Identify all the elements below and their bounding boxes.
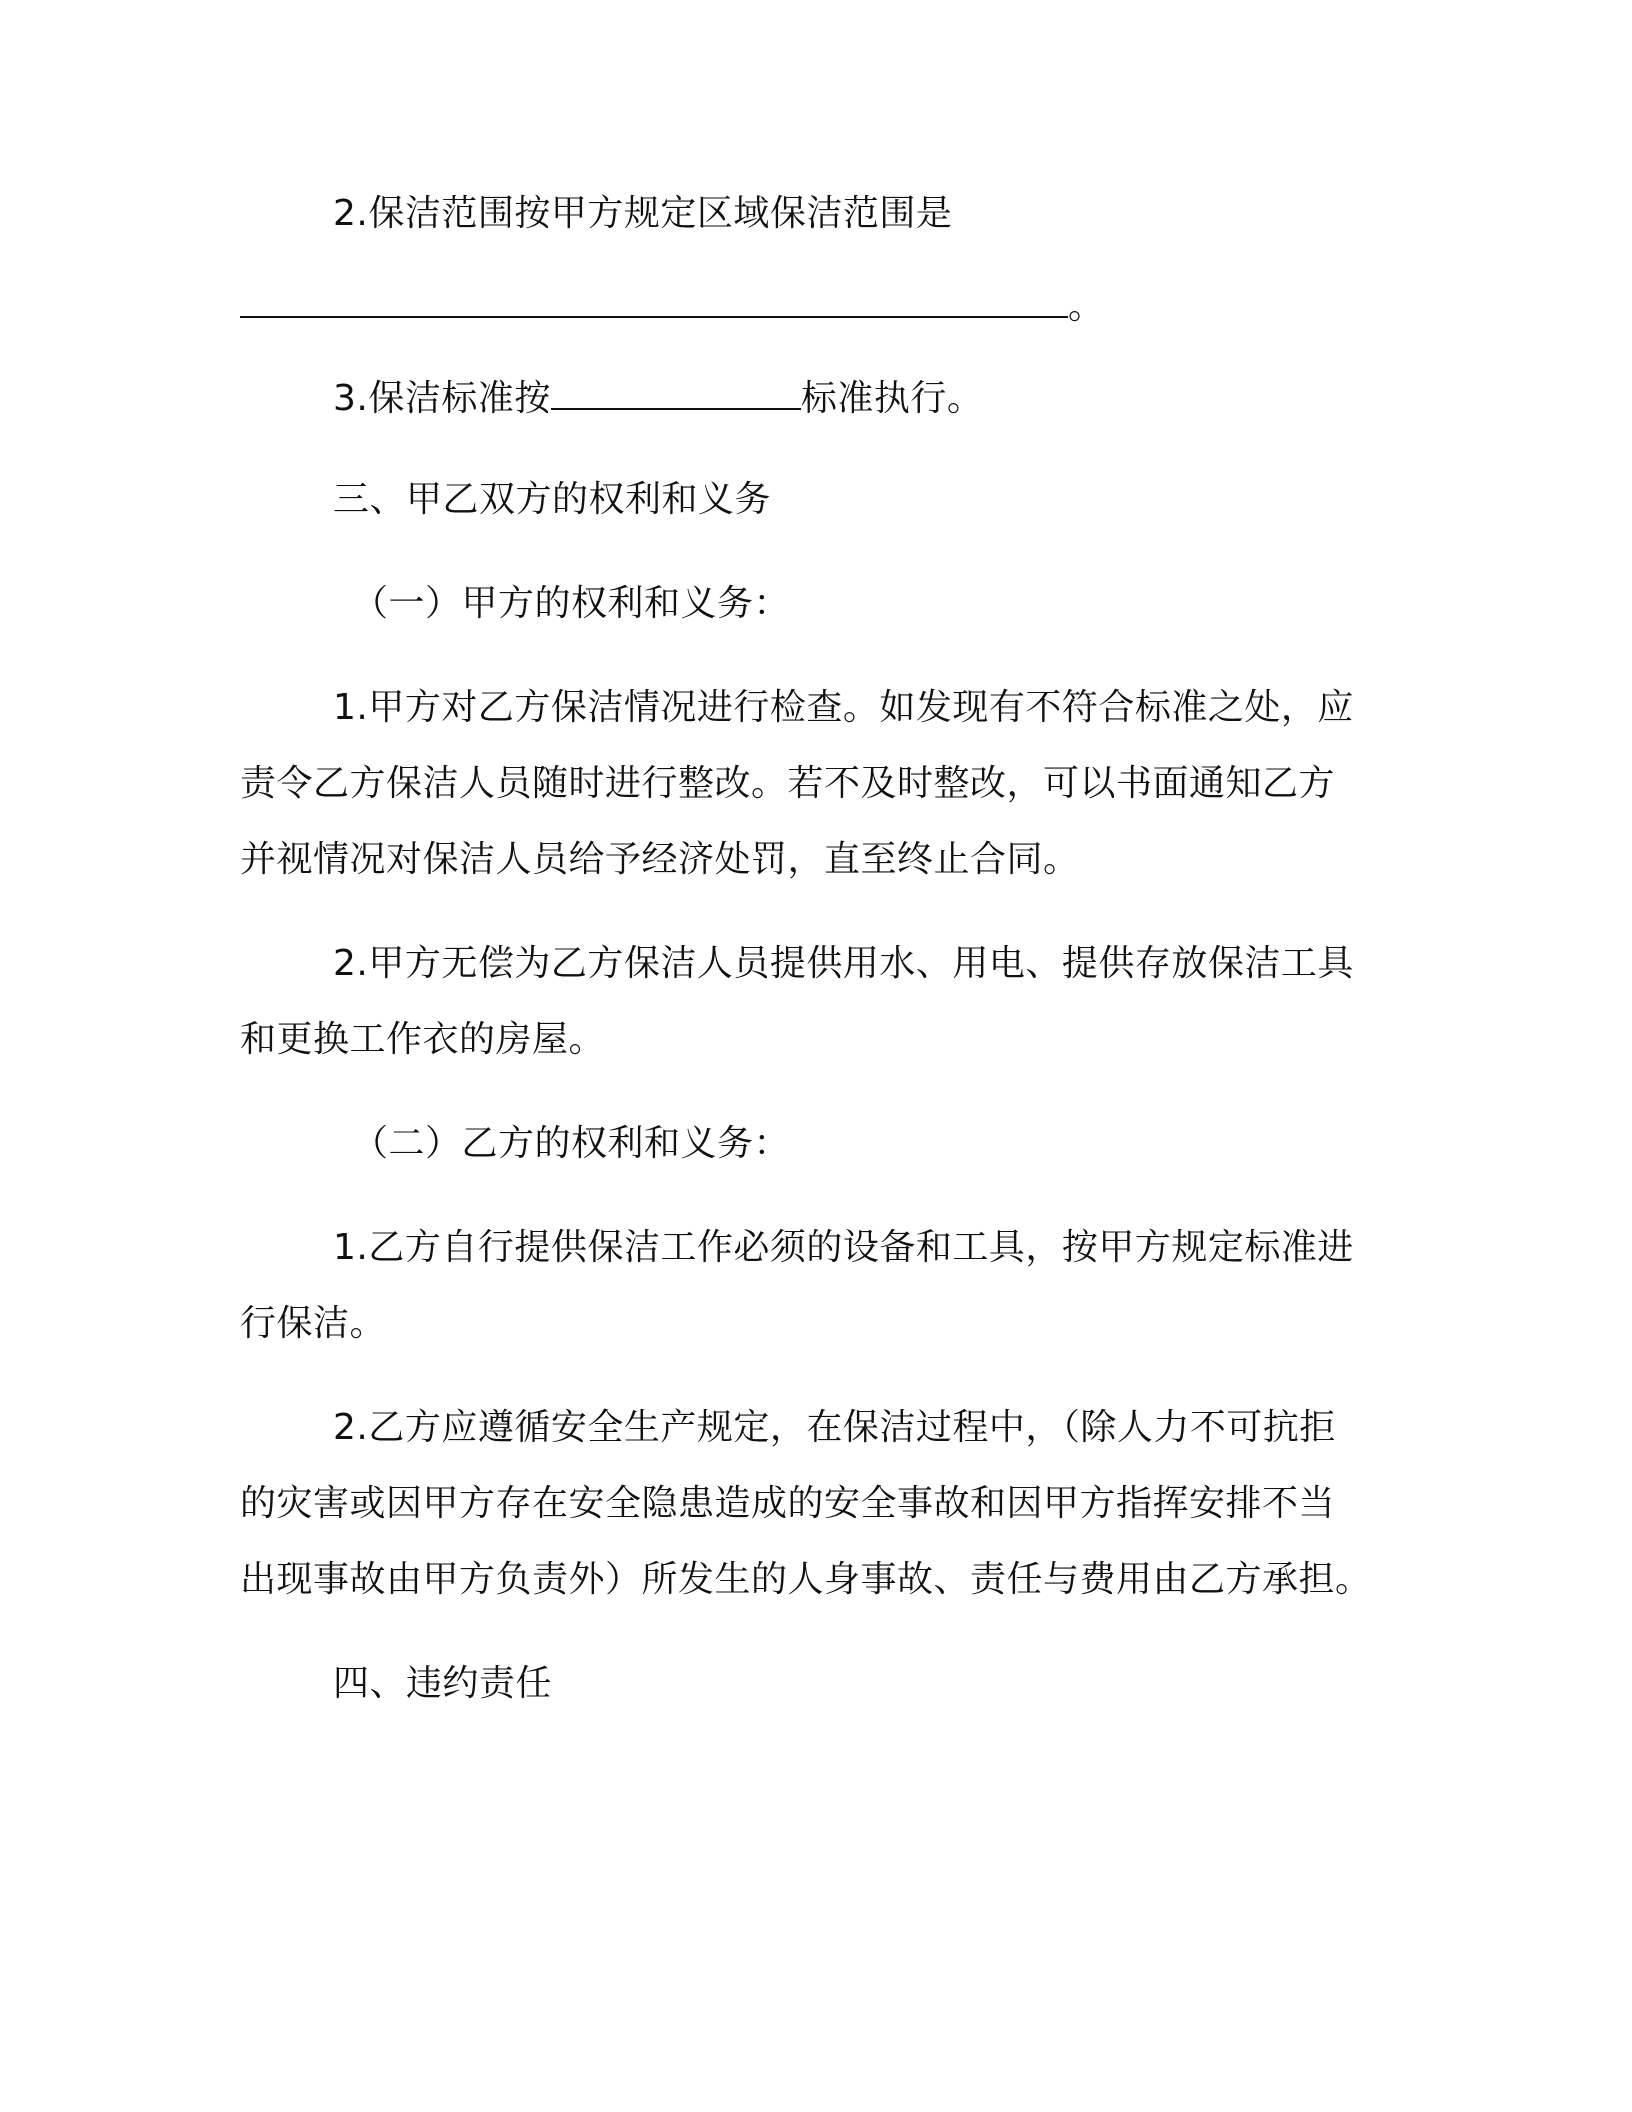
party-b-item1-line2: 行保洁。	[240, 1303, 387, 1344]
standard-blank[interactable]	[551, 376, 801, 410]
section-4-heading: 四、违约责任	[333, 1663, 553, 1704]
fill-in-blank[interactable]	[240, 284, 1068, 318]
party-b-heading: （二）乙方的权利和义务：	[352, 1123, 791, 1164]
party-a-item2-line2: 和更换工作衣的房屋。	[240, 1019, 606, 1060]
clause-3-standard	[333, 376, 983, 421]
party-b-item1-line1: 1.乙方自行提供保洁工作必须的设备和工具，按甲方规定标准进	[333, 1227, 1354, 1268]
clause-2-scope	[333, 192, 952, 236]
party-b-item2-line1: 2.乙方应遵循安全生产规定，在保洁过程中，（除人力不可抗拒	[333, 1407, 1336, 1448]
party-a-item1-line1: 1.甲方对乙方保洁情况进行检查。如发现有不符合标准之处，应	[333, 687, 1354, 728]
scope-period: 。	[1068, 286, 1105, 327]
party-a-item1-line2: 责令乙方保洁人员随时进行整改。若不及时整改，可以书面通知乙方	[240, 763, 1336, 804]
section-3-heading: 三、甲乙双方的权利和义务	[333, 479, 772, 520]
clause-3-suffix: 标准执行。	[800, 378, 984, 419]
party-a-heading: （一）甲方的权利和义务：	[352, 583, 791, 624]
scope-blank-line	[240, 284, 1105, 329]
clause-2-text: 2.保洁范围按甲方规定区域保洁范围是	[333, 193, 953, 234]
party-a-item1-line3: 并视情况对保洁人员给予经济处罚，直至终止合同。	[240, 839, 1080, 880]
party-b-item2-line3: 出现事故由甲方负责外）所发生的人身事故、责任与费用由乙方承担。	[240, 1559, 1372, 1600]
clause-3-prefix: 3.保洁标准按	[333, 378, 551, 419]
party-b-item2-line2: 的灾害或因甲方存在安全隐患造成的安全事故和因甲方指挥安排不当	[240, 1483, 1336, 1524]
party-a-item2-line1: 2.甲方无偿为乙方保洁人员提供用水、用电、提供存放保洁工具	[333, 943, 1354, 984]
